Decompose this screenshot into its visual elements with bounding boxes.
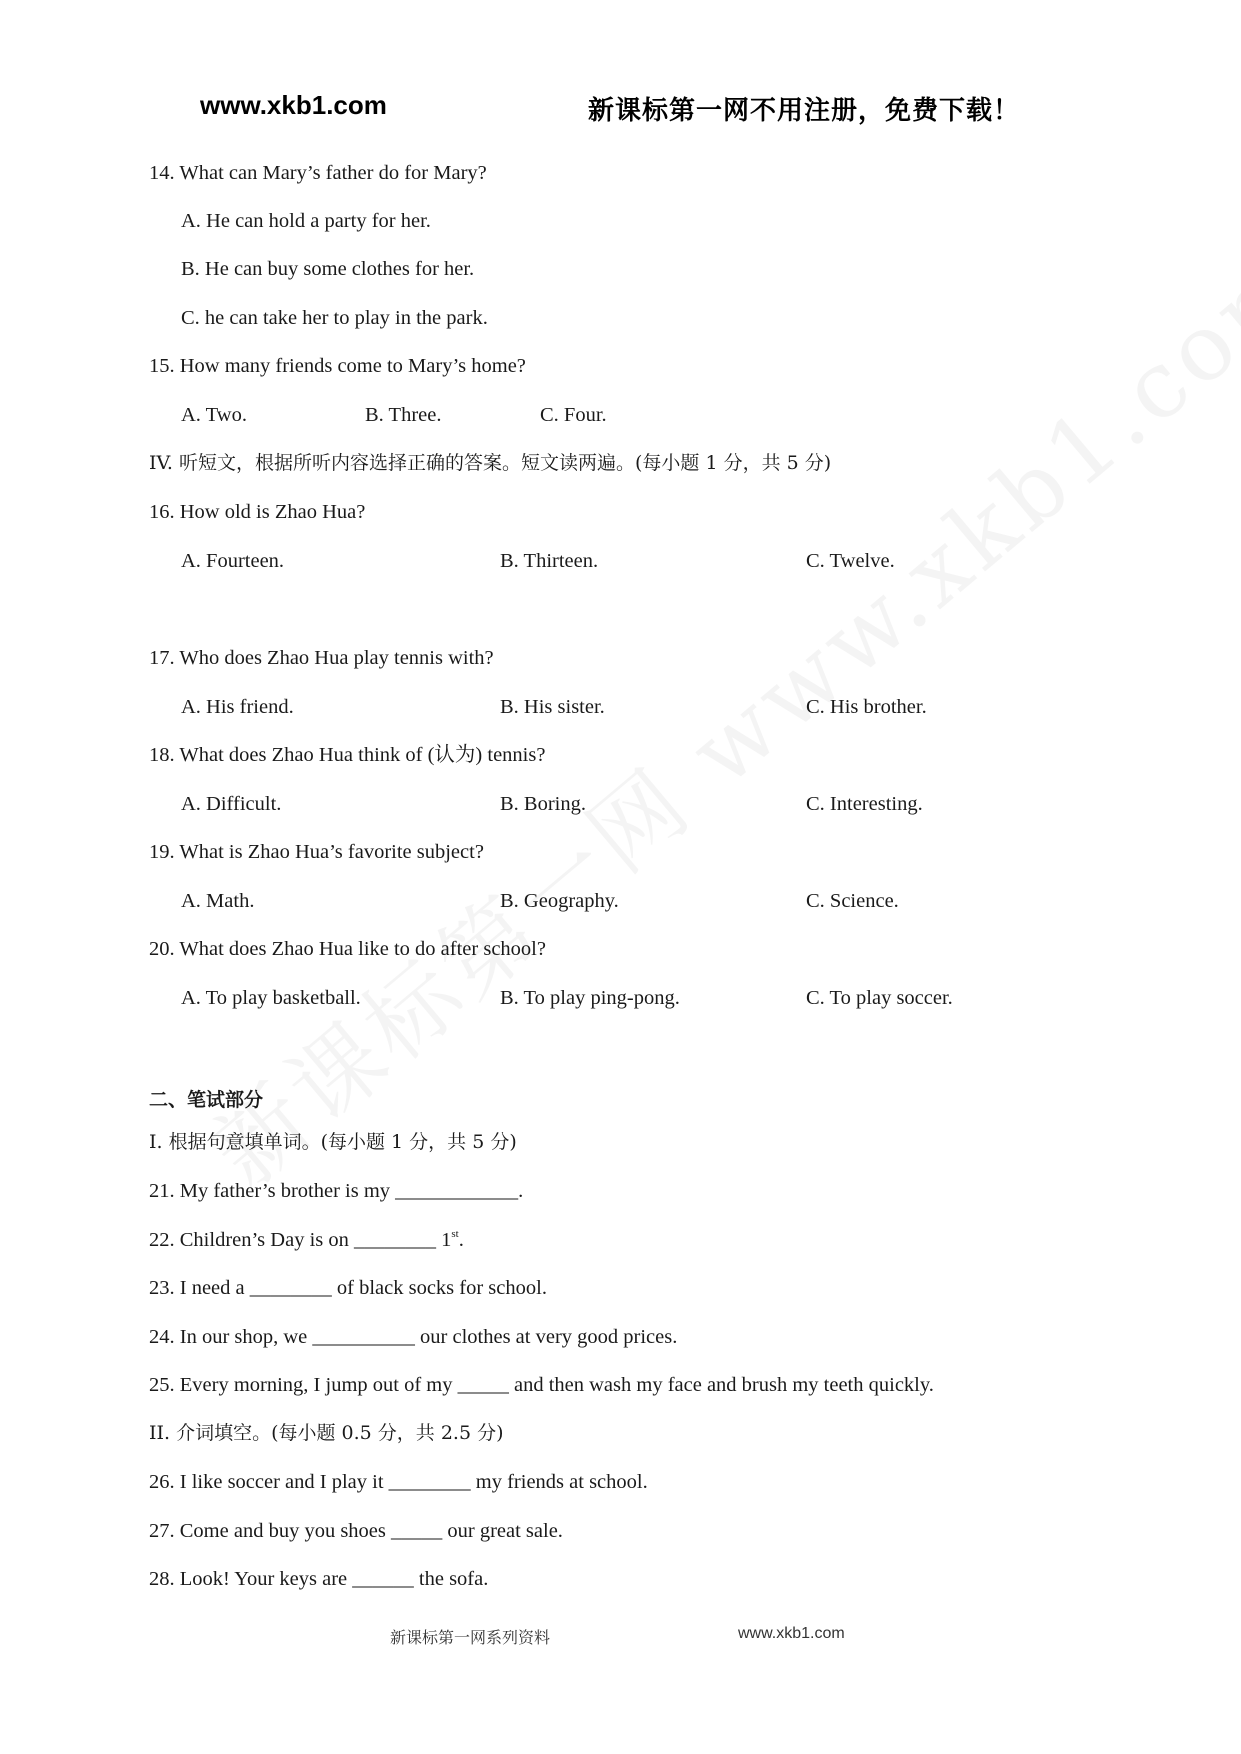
q19-option-b: B. Geography. — [500, 890, 619, 912]
question-21: 21. My father’s brother is my ____________. — [149, 1180, 524, 1202]
question-24: 24. In our shop, we __________ our clothes at very good prices. — [149, 1326, 678, 1348]
question-25: 25. Every morning, I jump out of my _____ and then wash my face and brush my teeth quickly. — [149, 1374, 934, 1396]
q20-option-b: B. To play ping-pong. — [500, 987, 680, 1009]
question-22-period: . — [458, 1229, 464, 1251]
q18-option-c: C. Interesting. — [806, 793, 923, 815]
q14-option-b: B. He can buy some clothes for her. — [181, 258, 475, 280]
section-4-title: IV. 听短文，根据所听内容选择正确的答案。短文读两遍。(每小题 1 分，共 5 分) — [149, 452, 832, 474]
q16-option-b: B. Thirteen. — [500, 550, 599, 572]
question-16: 16. How old is Zhao Hua? — [149, 501, 366, 523]
q17-option-b: B. His sister. — [500, 696, 605, 718]
q20-option-c: C. To play soccer. — [806, 987, 953, 1009]
question-17: 17. Who does Zhao Hua play tennis with? — [149, 647, 494, 669]
question-22 — [149, 1230, 464, 1251]
question-20: 20. What does Zhao Hua like to do after school? — [149, 938, 546, 960]
q16-option-c: C. Twelve. — [806, 550, 895, 572]
q17-option-c: C. His brother. — [806, 696, 927, 718]
question-23: 23. I need a ________ of black socks for school. — [149, 1277, 547, 1299]
question-27: 27. Come and buy you shoes _____ our great sale. — [149, 1520, 563, 1542]
q19-option-c: C. Science. — [806, 890, 899, 912]
question-22-superscript: st — [451, 1228, 459, 1240]
question-18: 18. What does Zhao Hua think of (认为) tennis? — [149, 744, 546, 766]
footer-series-text: 新课标第一网系列资料 — [390, 1628, 551, 1647]
q14-option-a: A. He can hold a party for her. — [181, 210, 431, 232]
header-site-url: www.xkb1.com — [200, 90, 387, 120]
q15-option-b: B. Three. — [365, 404, 442, 426]
q16-option-a: A. Fourteen. — [181, 550, 285, 572]
question-26: 26. I like soccer and I play it ________ my friends at school. — [149, 1471, 648, 1493]
question-19: 19. What is Zhao Hua’s favorite subject? — [149, 841, 484, 863]
question-14: 14. What can Mary’s father do for Mary? — [149, 162, 487, 184]
footer-site-url: www.xkb1.com — [738, 1625, 845, 1642]
q19-option-a: A. Math. — [181, 890, 255, 912]
q15-option-c: C. Four. — [540, 404, 607, 426]
q17-option-a: A. His friend. — [181, 696, 294, 718]
part-2-title: 二、笔试部分 — [149, 1089, 264, 1111]
q15-option-a: A. Two. — [181, 404, 247, 426]
q18-option-b: B. Boring. — [500, 793, 586, 815]
part-2-section-2-title: II. 介词填空。(每小题 0.5 分，共 2.5 分) — [149, 1422, 504, 1444]
question-28: 28. Look! Your keys are ______ the sofa. — [149, 1568, 489, 1590]
part-2-section-1-title: I. 根据句意填单词。(每小题 1 分，共 5 分) — [149, 1131, 517, 1153]
q20-option-a: A. To play basketball. — [181, 987, 361, 1009]
question-15: 15. How many friends come to Mary’s home? — [149, 355, 526, 377]
header-slogan: 新课标第一网不用注册，免费下载！ — [588, 96, 1021, 126]
q14-option-c: C. he can take her to play in the park. — [181, 307, 488, 329]
question-22-text: 22. Children’s Day is on ________ 1 — [149, 1229, 452, 1251]
q18-option-a: A. Difficult. — [181, 793, 282, 815]
